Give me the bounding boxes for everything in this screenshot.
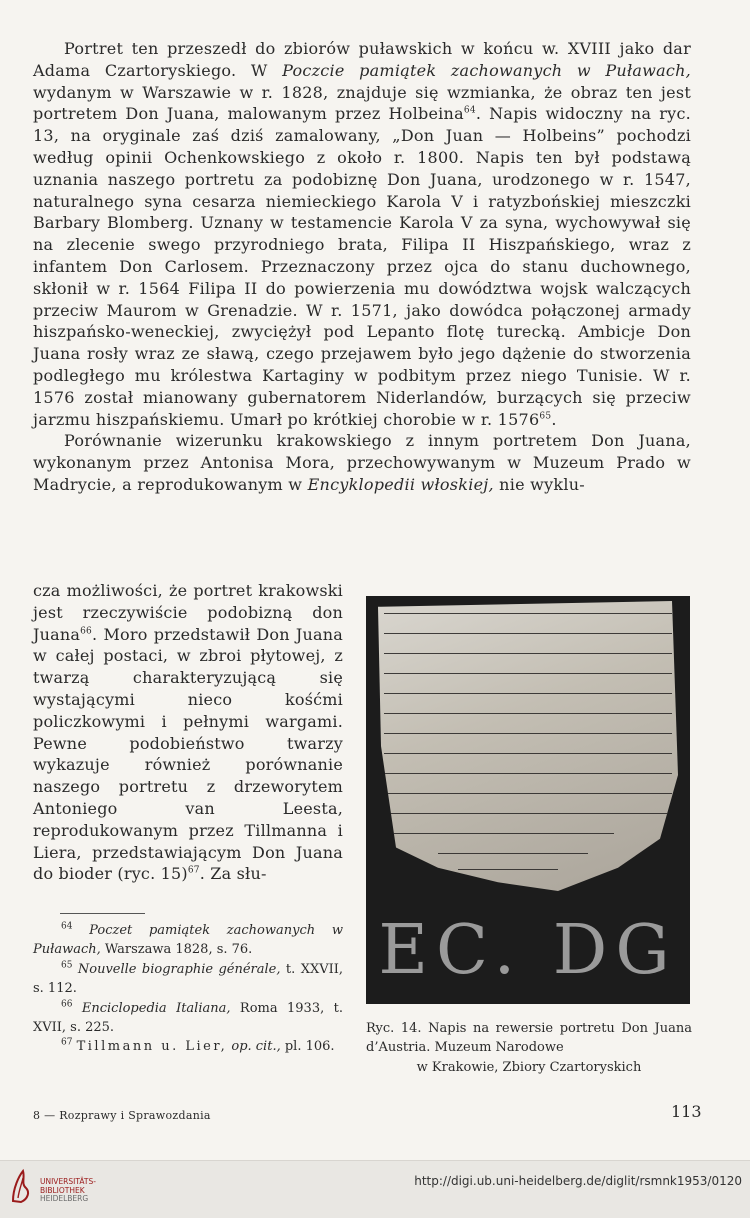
footnote-ref[interactable]: 66 (80, 626, 92, 637)
footnote-66: $^{66}$ Enciclopedia Italiana, Roma 1933, t. XVII, s. 225. (33, 999, 343, 1036)
text: Portret ten przeszedł do zbiorów puławskich w końcu w. XVIII jako dar Adama Czartoryskiego. W (33, 39, 691, 80)
viewer-footer-bar (0, 1160, 750, 1218)
footnote-rule (60, 913, 145, 914)
text: Porównanie wizerunku krakowskiego z innym portretem Don Juana, wykonanym przez Antonisa Mora, przechowywanym w Muzeum Prado w Madrycie, a reprodukowanym w (33, 431, 691, 494)
footnote-ref[interactable]: 64 (463, 106, 476, 117)
footnote-ref[interactable]: 67 (187, 866, 200, 877)
footnotes (33, 921, 343, 1057)
text: . Moro przedstawił Don Juana w całej postaci, w zbroi płytowej, z twarzą charakteryzującą się wystającymi nieco kośćmi policzkowymi i pełnymi wargami. Pewne podobieństwo twarzy wykazuje również porównanie naszego portretu z drzeworytem Antoniego van Leesta, reprodukowanym przez Tillmanna i Liera, przedstawiającym Don Juana do bioder (ryc. 15) (33, 624, 343, 884)
page-url-link[interactable]: http://digi.ub.uni-heidelberg.de/diglit/rsmnk1953/0120 (414, 1174, 742, 1188)
signature-mark: 8 — Rozprawy i Sprawozdania (33, 1109, 211, 1122)
footnote-65: $^{65}$ Nouvelle biographie générale, t. XXVII, s. 112. (33, 960, 343, 997)
text: . Napis widoczny na ryc. 13, na oryginale zaś dziś zamalowany, „Don Juan — Holbeins” pochodzi według opinii Ochenkowskiego z około r. 1800. Napis ten był podstawą uznania naszego portretu za podobiznę Don Juana, urodzonego w r. 1547, naturalnego syna cesarza niemieckiego Karola V i ratyzbońskiej mieszczki Barbary Blomberg. Uznany w testamencie Karola V za syna, wychowywał się na zlecenie swego przyrodniego brata, Filipa II Hiszpańskiego, wraz z infantem Don Carlosem. Przeznaczony przez ojca do stanu duchownego, skłonił w r. 1564 Filipa II do powierzenia mu dowództwa wojsk walczących przeciw Maurom w Grenadzie. W r. 1571, jako dowódca połączonej armady hiszpańsko-weneckiej, zwyciężył pod Lepanto flotę turecką. Ambicje Don Juana rosły wraz ze sławą, czego przejawem było jego dążenie do stworzenia podległego mu królestwa Kartaginy w podbitym przez niego Tunisie. W r. 1576 został mianowany gubernatorem Niderlandów, burzących się przeciw jarzmu hiszpańskiemu. Umarł po krótkiej chorobie w r. 1576 (33, 104, 691, 429)
footnote-64: $^{64}$ Poczet pamiątek zachowanych w Puławach, Warszawa 1828, s. 76. (33, 921, 343, 958)
text: wydanym w Warszawie w r. 1828, znajduje się wzmianka, że obraz ten jest portretem Don Juana, malowanym przez Holbeina (33, 82, 691, 124)
paragraph-1 (33, 38, 691, 496)
figure-caption: Ryc. 14. Napis na rewersie portretu Don Juana d’Austria. Muzeum Narodowe w Krakowie, Zbiory Czartoryskich (366, 1021, 692, 1075)
handwritten-note-image (378, 601, 678, 891)
text: nie wyklu- (493, 474, 585, 494)
figure-letters: EC. DG (378, 911, 678, 990)
text: . (551, 409, 557, 429)
text: . Za słu- (199, 864, 267, 884)
figure-photo (366, 596, 690, 1004)
library-logo-text: UNIVERSITÄTS- BIBLIOTHEK HEIDELBERG (40, 1177, 96, 1203)
footnote-ref[interactable]: 65 (539, 411, 552, 422)
paragraph-2-continued (33, 580, 343, 885)
text: cza możliwości, że portret krakowski jest rzeczywiście podobizną don Juana (33, 581, 343, 644)
paragraph-2 (33, 430, 691, 495)
italic-title: Encyklopedii włoskiej, (307, 474, 494, 494)
library-logo-icon[interactable] (9, 1168, 33, 1204)
italic-title: Poczcie pamiątek zachowanych w Puławach, (282, 60, 692, 80)
page-number: 113 (671, 1102, 702, 1121)
footnote-67: $^{67}$ Tillmann u. Lier, op. cit., pl. 106. (61, 1038, 335, 1055)
